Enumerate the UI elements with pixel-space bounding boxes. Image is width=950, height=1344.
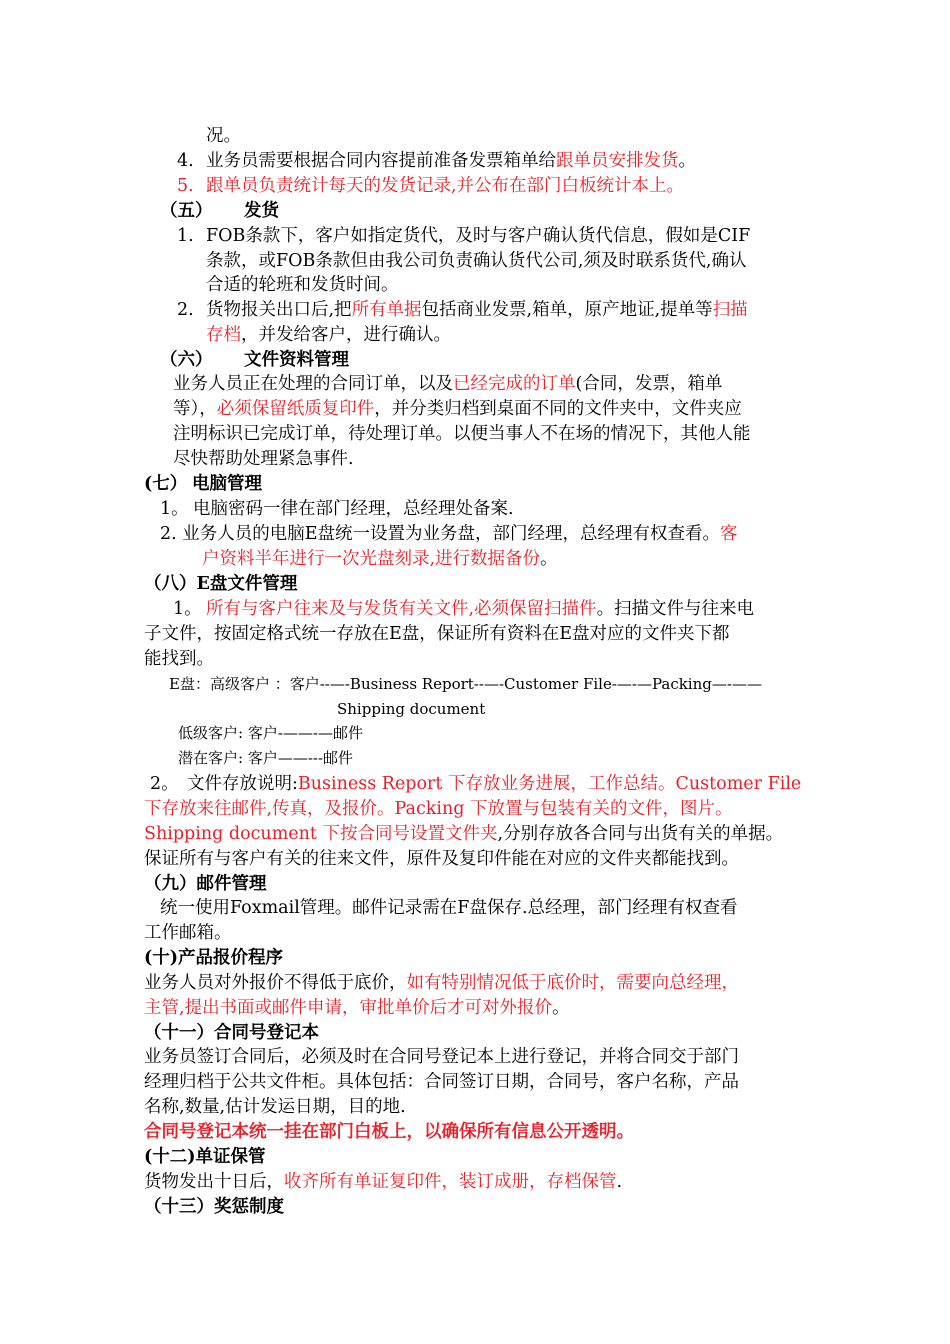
text-line-l18 xyxy=(202,547,558,571)
section-title: （十一）合同号登记本 xyxy=(144,1023,319,1043)
text-segment: 低级客户: 客户-——-—邮件 xyxy=(178,724,363,742)
text-segment: 潜在客户: 客户——---邮件 xyxy=(178,749,354,767)
text-segment: 包括商业发票,箱单，原产地证,提单等 xyxy=(421,300,713,320)
section-title: (十二)单证保管 xyxy=(144,1147,266,1167)
list-item-2 xyxy=(160,522,738,546)
section-title: 文件资料管理 xyxy=(244,350,349,370)
highlight-text: Shipping document 下按合同号设置文件夹 xyxy=(144,824,498,844)
text-segment: 。扫描文件与往来电 xyxy=(596,599,755,619)
list-item-1 xyxy=(177,224,750,248)
text-segment: 业务员签订合同后，必须及时在合同号登记本上进行登记，并将合同交于部门 xyxy=(144,1047,739,1067)
highlight-text: Business Report 下存放业务进展，工作总结。Customer File xyxy=(297,774,802,794)
section-heading-5 xyxy=(160,199,279,223)
text-segment: 能找到。 xyxy=(144,649,214,669)
text-line-l40 xyxy=(144,1095,406,1119)
highlight-text: 扫描 xyxy=(712,300,748,320)
highlight-text: 所有单据 xyxy=(351,300,422,320)
text-line-l28 xyxy=(144,797,733,821)
text-segment: . xyxy=(616,1172,623,1192)
text-segment: 业务人员对外报价不得低于底价， xyxy=(144,973,407,993)
section-title: 电脑管理 xyxy=(192,474,262,494)
text-segment: 经理归档于公共文件柜。具体包括：合同签订日期，合同号，客户名称，产品 xyxy=(144,1072,739,1092)
highlight-text: 如有特别情况低于底价时，需要向总经理， xyxy=(406,973,739,993)
list-number: 4. xyxy=(177,151,194,171)
text-segment: 注明标识已完成订单，待处理订单。以便当事人不在场的情况下，其他人能 xyxy=(173,424,751,444)
text-line-l33 xyxy=(144,921,232,945)
text-line-l29 xyxy=(144,822,783,846)
section-title: （九）邮件管理 xyxy=(144,874,267,894)
section-heading-8 xyxy=(144,572,297,596)
text-segment: 文件存放说明: xyxy=(187,774,298,794)
list-number: 1。 xyxy=(160,499,189,519)
text-line-l11 xyxy=(173,372,722,396)
section-heading-12 xyxy=(144,1145,266,1169)
text-line-l12 xyxy=(173,397,742,421)
highlight-text: 下存放来往邮件,传真，及报价。Packing 下放置与包装有关的文件，图片。 xyxy=(144,799,733,819)
text-line-l35 xyxy=(144,971,739,995)
section-number: (七） xyxy=(144,474,188,494)
text-segment: ，并分类归档到桌面不同的文件夹中，文件夹应 xyxy=(374,399,742,419)
section-title: (十)产品报价程序 xyxy=(144,948,284,968)
text-segment: E盘：高级客户 ：客户--—-Business Report--—-Customer File-—-—Packing—-—— xyxy=(169,675,762,693)
text-segment: 名称,数量,估计发运日期，目的地. xyxy=(144,1097,406,1117)
text-segment: FOB条款下，客户如指定货代，及时与客户确认货代信息，假如是CIF xyxy=(206,226,751,246)
highlight-text: 收齐所有单证复印件，装订成册，存档保管 xyxy=(284,1172,617,1192)
highlight-text: 主管,提出书面或邮件申请，审批单价后才可对外报价 xyxy=(144,998,553,1018)
folder-structure-line xyxy=(178,722,363,744)
text-line-l21 xyxy=(144,622,730,646)
text-segment: Shipping document xyxy=(337,700,486,718)
list-item-1 xyxy=(173,597,754,621)
text-line-l38 xyxy=(144,1045,739,1069)
text-segment: 货物报关出口后,把 xyxy=(206,300,352,320)
text-segment: 2. 业务人员的电脑E盘统一设置为业务盘，部门经理，总经理有权查看。 xyxy=(160,524,721,544)
text-line-l01 xyxy=(206,124,241,148)
text-segment: 货物发出十日后， xyxy=(144,1172,284,1192)
highlight-text: 必须保留纸质复印件 xyxy=(216,399,375,419)
highlight-text: 跟单员安排发货 xyxy=(556,151,679,171)
text-line-l07 xyxy=(206,273,399,297)
list-number: 2. xyxy=(177,300,194,320)
section-title: 发货 xyxy=(244,201,279,221)
list-item-4 xyxy=(177,149,696,173)
text-segment: 。 xyxy=(540,549,558,569)
section-title: （八）E盘文件管理 xyxy=(144,574,298,594)
text-segment: 业务员需要根据合同内容提前准备发票箱单给 xyxy=(206,151,556,171)
text-segment: 合适的轮班和发货时间。 xyxy=(206,275,399,295)
text-segment: ，并发给客户，进行确认。 xyxy=(241,325,451,345)
text-segment: 。 xyxy=(552,998,570,1018)
section-heading-10 xyxy=(144,946,283,970)
text-line-l30 xyxy=(144,847,739,871)
text-segment: 子文件，按固定格式统一存放在E盘，保证所有资料在E盘对应的文件夹下都 xyxy=(144,624,730,644)
text-line-l22 xyxy=(144,647,214,671)
text-line-l39 xyxy=(144,1070,739,1094)
text-line-l06 xyxy=(206,249,746,273)
text-segment: 。 xyxy=(678,151,696,171)
text-segment: 统一使用Foxmail管理。邮件记录需在F盘保存.总经理，部门经理有权查看 xyxy=(160,898,738,918)
text-segment: 工作邮箱。 xyxy=(144,923,232,943)
list-number: 5. xyxy=(177,176,194,196)
section-heading-9 xyxy=(144,872,267,896)
section-heading-13 xyxy=(144,1195,284,1219)
section-title: （十三）奖惩制度 xyxy=(144,1197,284,1217)
emphasis-notice xyxy=(144,1120,634,1144)
highlight-text: 客 xyxy=(720,524,738,544)
highlight-text: 存档 xyxy=(206,325,241,345)
section-heading-11 xyxy=(144,1021,319,1045)
text-line-l14 xyxy=(173,447,354,471)
folder-structure-line xyxy=(169,673,762,695)
folder-structure-line xyxy=(178,747,353,769)
text-segment: 保证所有与客户有关的往来文件，原件及复印件能在对应的文件夹都能找到。 xyxy=(144,849,739,869)
highlight-text: 户资料半年进行一次光盘刻录,进行数据备份 xyxy=(202,549,541,569)
text-segment: ,分别存放各合同与出货有关的单据。 xyxy=(497,824,784,844)
text-line-l32 xyxy=(160,896,738,920)
section-heading-7 xyxy=(144,472,262,496)
list-item-2 xyxy=(177,298,748,322)
list-number: 1. xyxy=(177,226,194,246)
text-line-l43 xyxy=(144,1170,622,1194)
section-number: （五） xyxy=(160,201,213,221)
text-line-l13 xyxy=(173,422,751,446)
text-segment: (合同，发票，箱单 xyxy=(575,374,723,394)
list-item-1 xyxy=(160,497,514,521)
text-line-l09 xyxy=(206,323,451,347)
text-segment: 条款，或FOB条款但由我公司负责确认货代公司,须及时联系货代,确认 xyxy=(206,251,747,271)
highlight-text: 合同号登记本统一挂在部门白板上，以确保所有信息公开透明。 xyxy=(144,1122,634,1142)
text-segment: 业务人员正在处理的合同订单，以及 xyxy=(173,374,453,394)
text-segment: 况。 xyxy=(206,126,241,146)
text-segment: 尽快帮助处理紧急事件. xyxy=(173,449,354,469)
text-segment: 电脑密码一律在部门经理，总经理处备案. xyxy=(193,499,514,519)
list-item-2 xyxy=(150,772,801,796)
list-item-5 xyxy=(177,174,684,198)
section-heading-6 xyxy=(160,348,349,372)
list-number: 1。 xyxy=(173,599,202,619)
highlight-text: 所有与客户往来及与发货有关文件,必须保留扫描件 xyxy=(206,599,597,619)
text-segment: 等）， xyxy=(173,399,217,419)
text-line-l36 xyxy=(144,996,570,1020)
highlight-text: 跟单员负责统计每天的发货记录,并公布在部门白板统计本上。 xyxy=(206,176,685,196)
list-number: 2。 xyxy=(150,774,179,794)
highlight-text: 已经完成的订单 xyxy=(453,374,576,394)
folder-structure-line xyxy=(337,698,485,720)
section-number: （六） xyxy=(160,350,213,370)
